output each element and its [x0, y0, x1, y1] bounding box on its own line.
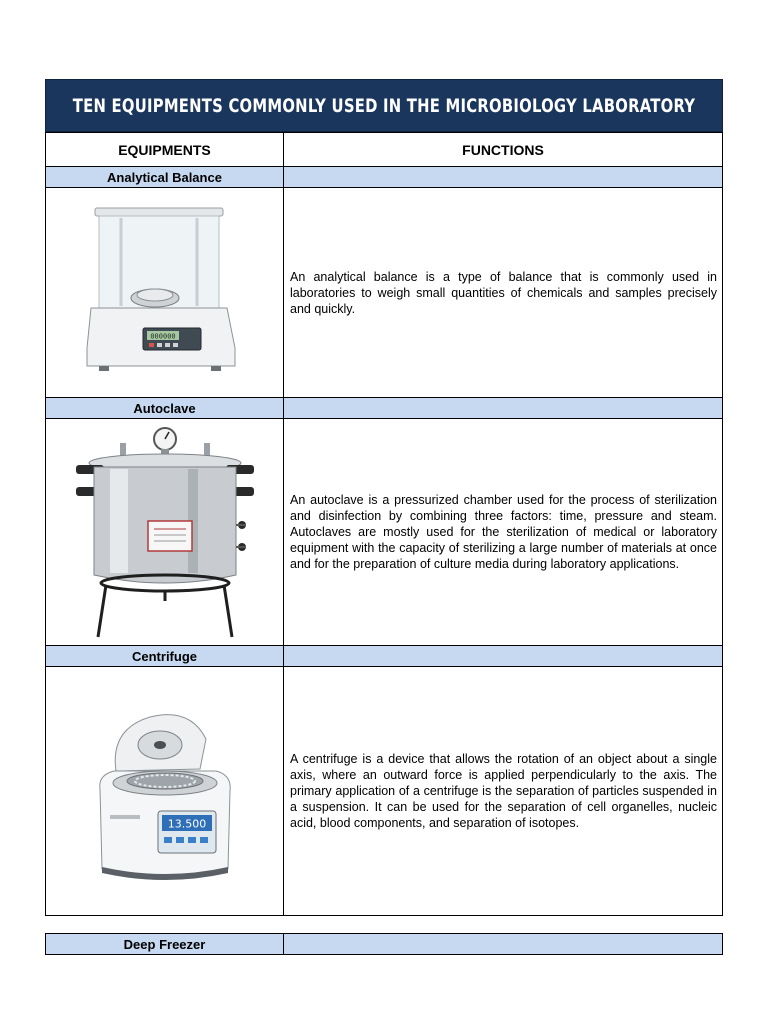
- equipment-name-row: [46, 646, 723, 667]
- functions-header: FUNCTIONS: [284, 133, 723, 167]
- equipment-description: An autoclave is a pressurized chamber used for the process of sterilization and disinfection by combining three factors: time, pressure and steam. Autoclaves are mostly used for the sterilization of medical or laboratory equipment with the capacity of sterilizing a large number of materials at once and for the preparation of culture media during laboratory applications.: [284, 419, 723, 646]
- equipment-name: Analytical Balance: [46, 167, 284, 188]
- page-title: TEN EQUIPMENTS COMMONLY USED IN THE MICROBIOLOGY LABORATORY: [72, 94, 696, 117]
- analytical-balance-illustration: [85, 198, 245, 388]
- centrifuge-illustration: [90, 699, 240, 884]
- equipment-body-row: [46, 188, 723, 398]
- page-title-bar: [45, 79, 723, 132]
- table-header-row: [46, 133, 723, 167]
- autoclave-illustration: [70, 425, 260, 640]
- centrifuge-display-readout: 13.500: [167, 817, 206, 830]
- equipment-description: An analytical balance is a type of balance that is commonly used in laboratories to weigh small quantities of chemicals and samples precisely and quickly.: [284, 188, 723, 398]
- equipment-body-row: [46, 419, 723, 646]
- equipment-name-blank: [284, 398, 723, 419]
- equipment-name-blank: [284, 934, 723, 955]
- equipments-header: EQUIPMENTS: [46, 133, 284, 167]
- equipment-image-cell: [46, 667, 284, 916]
- equipment-name-row: [46, 398, 723, 419]
- equipment-name: Deep Freezer: [46, 934, 284, 955]
- balance-display-readout: 000000: [149, 332, 176, 340]
- equipment-description: A centrifuge is a device that allows the rotation of an object about a single axis, where an outward force is applied perpendicularly to the axis. The primary application of a centrifuge is the separation of particles suspended in a suspension. It can be used for the separation of cell organelles, nucleic acid, blood components, and separation of isotopes.: [284, 667, 723, 916]
- equipment-table-continued: [45, 933, 723, 955]
- equipment-image-cell: [46, 419, 284, 646]
- equipment-name-row: [46, 934, 723, 955]
- equipment-body-row: [46, 667, 723, 916]
- equipment-image-cell: [46, 188, 284, 398]
- equipment-name: Autoclave: [46, 398, 284, 419]
- equipment-table: [45, 132, 723, 916]
- equipment-name-blank: [284, 167, 723, 188]
- equipment-name-row: [46, 167, 723, 188]
- equipment-name: Centrifuge: [46, 646, 284, 667]
- equipment-name-blank: [284, 646, 723, 667]
